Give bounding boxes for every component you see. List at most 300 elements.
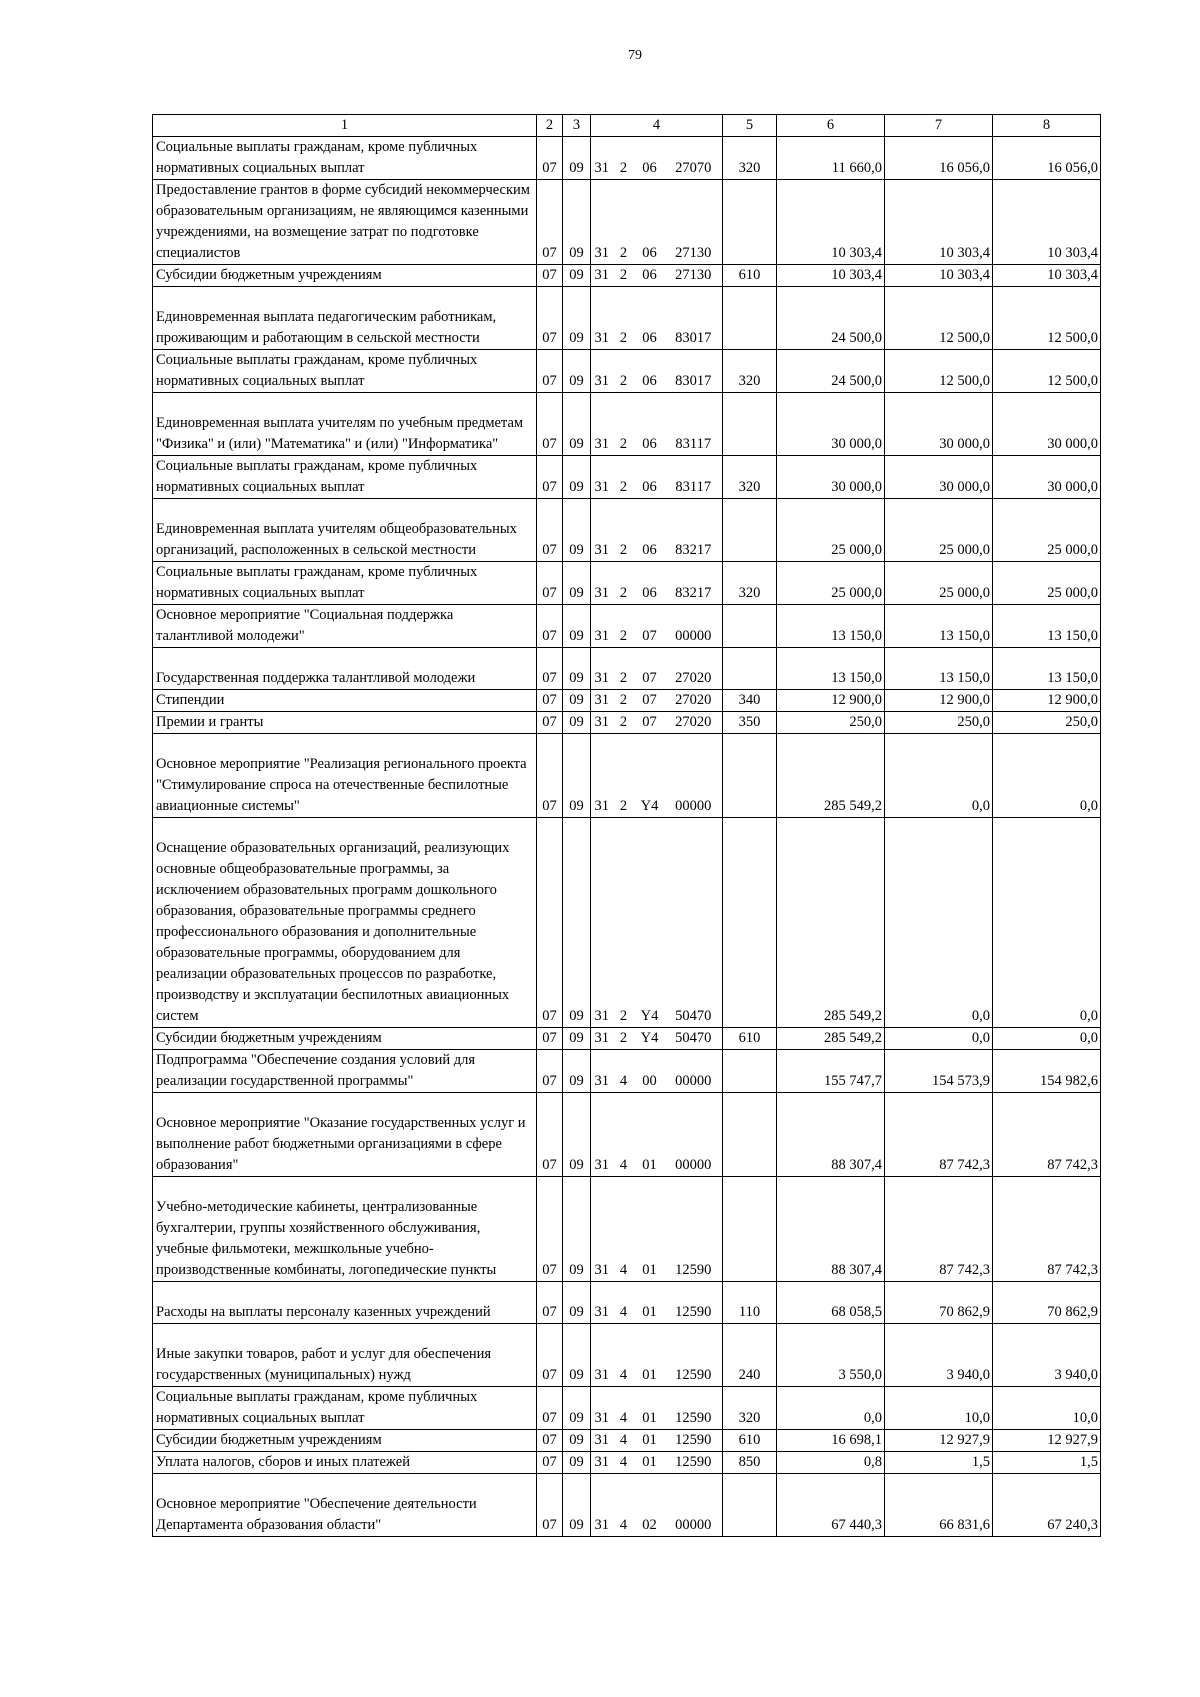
amount-col6: 0,8 — [777, 1452, 885, 1474]
table-row — [153, 1474, 1101, 1537]
table-row — [153, 1387, 1101, 1430]
section-code: 07 — [537, 1387, 563, 1430]
expense-type-code — [723, 605, 777, 648]
direction-code: 27130 — [665, 265, 723, 287]
expense-type-code: 240 — [723, 1324, 777, 1387]
header-cell: 5 — [723, 115, 777, 137]
amount-col6: 13 150,0 — [777, 605, 885, 648]
subprogram-code: 4 — [613, 1474, 635, 1537]
section-code: 07 — [537, 1177, 563, 1282]
direction-code: 27020 — [665, 648, 723, 690]
amount-col6: 30 000,0 — [777, 456, 885, 499]
amount-col8: 87 742,3 — [993, 1177, 1101, 1282]
subsection-code: 09 — [563, 648, 591, 690]
subprogram-code: 2 — [613, 456, 635, 499]
table-row — [153, 1093, 1101, 1177]
direction-code: 50470 — [665, 1028, 723, 1050]
section-code: 07 — [537, 499, 563, 562]
header-cell: 3 — [563, 115, 591, 137]
amount-col7: 25 000,0 — [885, 499, 993, 562]
subprogram-code: 2 — [613, 137, 635, 180]
expense-type-code: 350 — [723, 712, 777, 734]
subprogram-code: 2 — [613, 1028, 635, 1050]
program-code: 31 — [591, 1387, 613, 1430]
amount-col8: 10 303,4 — [993, 265, 1101, 287]
amount-col7: 0,0 — [885, 734, 993, 818]
subprogram-code: 2 — [613, 562, 635, 605]
direction-code: 12590 — [665, 1282, 723, 1324]
expense-type-code — [723, 1474, 777, 1537]
amount-col7: 3 940,0 — [885, 1324, 993, 1387]
table-row — [153, 1430, 1101, 1452]
subprogram-code: 2 — [613, 180, 635, 265]
amount-col6: 30 000,0 — [777, 393, 885, 456]
amount-col8: 10,0 — [993, 1387, 1101, 1430]
direction-code: 12590 — [665, 1324, 723, 1387]
amount-col7: 0,0 — [885, 1028, 993, 1050]
amount-col8: 12 900,0 — [993, 690, 1101, 712]
direction-code: 00000 — [665, 1050, 723, 1093]
activity-code: 06 — [635, 137, 665, 180]
row-name: Предоставление грантов в форме субсидий некоммерческим образовательным организациям, не являющимся казенными учреждениями, на возмещение затрат по подготовке специалистов — [153, 180, 537, 265]
amount-col6: 3 550,0 — [777, 1324, 885, 1387]
amount-col7: 16 056,0 — [885, 137, 993, 180]
table-row — [153, 393, 1101, 456]
direction-code: 27130 — [665, 180, 723, 265]
amount-col7: 10 303,4 — [885, 265, 993, 287]
subsection-code: 09 — [563, 562, 591, 605]
amount-col7: 12 500,0 — [885, 350, 993, 393]
subprogram-code: 2 — [613, 287, 635, 350]
expense-type-code — [723, 1050, 777, 1093]
amount-col7: 0,0 — [885, 818, 993, 1028]
activity-code: Y4 — [635, 734, 665, 818]
row-name: Основное мероприятие "Социальная поддержка талантливой молодежи" — [153, 605, 537, 648]
amount-col7: 87 742,3 — [885, 1177, 993, 1282]
direction-code: 12590 — [665, 1177, 723, 1282]
expense-type-code — [723, 1093, 777, 1177]
activity-code: 06 — [635, 393, 665, 456]
section-code: 07 — [537, 1452, 563, 1474]
amount-col7: 12 927,9 — [885, 1430, 993, 1452]
subprogram-code: 2 — [613, 818, 635, 1028]
amount-col6: 88 307,4 — [777, 1093, 885, 1177]
table-row — [153, 1452, 1101, 1474]
subprogram-code: 2 — [613, 605, 635, 648]
subsection-code: 09 — [563, 1050, 591, 1093]
table-row — [153, 456, 1101, 499]
expense-type-code — [723, 499, 777, 562]
section-code: 07 — [537, 605, 563, 648]
subsection-code: 09 — [563, 1387, 591, 1430]
activity-code: 06 — [635, 499, 665, 562]
amount-col8: 25 000,0 — [993, 562, 1101, 605]
subsection-code: 09 — [563, 1177, 591, 1282]
amount-col7: 1,5 — [885, 1452, 993, 1474]
subsection-code: 09 — [563, 456, 591, 499]
activity-code: 01 — [635, 1430, 665, 1452]
table-row — [153, 1028, 1101, 1050]
table-row — [153, 499, 1101, 562]
amount-col7: 87 742,3 — [885, 1093, 993, 1177]
activity-code: 06 — [635, 265, 665, 287]
row-name: Социальные выплаты гражданам, кроме публичных нормативных социальных выплат — [153, 456, 537, 499]
amount-col8: 250,0 — [993, 712, 1101, 734]
subsection-code: 09 — [563, 605, 591, 648]
activity-code: 06 — [635, 456, 665, 499]
amount-col6: 155 747,7 — [777, 1050, 885, 1093]
subsection-code: 09 — [563, 287, 591, 350]
direction-code: 12590 — [665, 1430, 723, 1452]
row-name: Социальные выплаты гражданам, кроме публичных нормативных социальных выплат — [153, 1387, 537, 1430]
section-code: 07 — [537, 712, 563, 734]
expense-type-code — [723, 180, 777, 265]
program-code: 31 — [591, 1282, 613, 1324]
amount-col8: 0,0 — [993, 818, 1101, 1028]
amount-col8: 1,5 — [993, 1452, 1101, 1474]
amount-col7: 25 000,0 — [885, 562, 993, 605]
amount-col7: 154 573,9 — [885, 1050, 993, 1093]
table-row — [153, 137, 1101, 180]
amount-col8: 25 000,0 — [993, 499, 1101, 562]
section-code: 07 — [537, 690, 563, 712]
activity-code: 01 — [635, 1387, 665, 1430]
section-code: 07 — [537, 818, 563, 1028]
direction-code: 00000 — [665, 605, 723, 648]
amount-col6: 24 500,0 — [777, 350, 885, 393]
expense-type-code: 610 — [723, 265, 777, 287]
expense-type-code: 850 — [723, 1452, 777, 1474]
amount-col7: 30 000,0 — [885, 393, 993, 456]
program-code: 31 — [591, 180, 613, 265]
table-row — [153, 605, 1101, 648]
expense-type-code — [723, 648, 777, 690]
header-cell: 4 — [591, 115, 723, 137]
row-name: Субсидии бюджетным учреждениям — [153, 1430, 537, 1452]
subsection-code: 09 — [563, 734, 591, 818]
amount-col8: 10 303,4 — [993, 180, 1101, 265]
row-name: Единовременная выплата педагогическим работникам, проживающим и работающим в сельской местности — [153, 287, 537, 350]
direction-code: 27020 — [665, 690, 723, 712]
subsection-code: 09 — [563, 712, 591, 734]
section-code: 07 — [537, 1282, 563, 1324]
direction-code: 27070 — [665, 137, 723, 180]
row-name: Подпрограмма "Обеспечение создания условий для реализации государственной программы" — [153, 1050, 537, 1093]
amount-col8: 67 240,3 — [993, 1474, 1101, 1537]
expense-type-code: 320 — [723, 1387, 777, 1430]
row-name: Социальные выплаты гражданам, кроме публичных нормативных социальных выплат — [153, 562, 537, 605]
row-name: Оснащение образовательных организаций, реализующих основные общеобразовательные программы, за исключением образовательных программ дошкольного образования, образовательные программы среднего профессионального образования и дополнительные образовательные программы, оборудованием для реализации образовательных процессов по разработке, производству и эксплуатации беспилотных авиационных систем — [153, 818, 537, 1028]
amount-col8: 154 982,6 — [993, 1050, 1101, 1093]
subprogram-code: 2 — [613, 734, 635, 818]
subprogram-code: 4 — [613, 1282, 635, 1324]
subsection-code: 09 — [563, 1452, 591, 1474]
direction-code: 83217 — [665, 499, 723, 562]
direction-code: 83117 — [665, 456, 723, 499]
section-code: 07 — [537, 648, 563, 690]
subsection-code: 09 — [563, 1474, 591, 1537]
amount-col7: 66 831,6 — [885, 1474, 993, 1537]
activity-code: 00 — [635, 1050, 665, 1093]
expense-type-code: 320 — [723, 137, 777, 180]
activity-code: Y4 — [635, 818, 665, 1028]
section-code: 07 — [537, 180, 563, 265]
amount-col7: 13 150,0 — [885, 648, 993, 690]
direction-code: 00000 — [665, 1093, 723, 1177]
amount-col8: 0,0 — [993, 734, 1101, 818]
activity-code: 07 — [635, 605, 665, 648]
program-code: 31 — [591, 1324, 613, 1387]
expense-type-code — [723, 287, 777, 350]
subsection-code: 09 — [563, 499, 591, 562]
direction-code: 83017 — [665, 287, 723, 350]
amount-col6: 24 500,0 — [777, 287, 885, 350]
amount-col8: 3 940,0 — [993, 1324, 1101, 1387]
direction-code: 27020 — [665, 712, 723, 734]
expense-type-code: 110 — [723, 1282, 777, 1324]
subprogram-code: 4 — [613, 1430, 635, 1452]
subprogram-code: 2 — [613, 712, 635, 734]
subprogram-code: 4 — [613, 1452, 635, 1474]
section-code: 07 — [537, 1324, 563, 1387]
subsection-code: 09 — [563, 818, 591, 1028]
table-row — [153, 1282, 1101, 1324]
activity-code: 06 — [635, 287, 665, 350]
program-code: 31 — [591, 1430, 613, 1452]
subprogram-code: 4 — [613, 1177, 635, 1282]
subsection-code: 09 — [563, 393, 591, 456]
amount-col6: 12 900,0 — [777, 690, 885, 712]
section-code: 07 — [537, 137, 563, 180]
expense-type-code — [723, 818, 777, 1028]
program-code: 31 — [591, 350, 613, 393]
amount-col7: 30 000,0 — [885, 456, 993, 499]
program-code: 31 — [591, 456, 613, 499]
subsection-code: 09 — [563, 1324, 591, 1387]
amount-col8: 12 500,0 — [993, 350, 1101, 393]
program-code: 31 — [591, 648, 613, 690]
amount-col6: 250,0 — [777, 712, 885, 734]
section-code: 07 — [537, 287, 563, 350]
row-name: Иные закупки товаров, работ и услуг для обеспечения государственных (муниципальных) нужд — [153, 1324, 537, 1387]
subsection-code: 09 — [563, 180, 591, 265]
amount-col6: 285 549,2 — [777, 818, 885, 1028]
header-cell: 2 — [537, 115, 563, 137]
table-row — [153, 712, 1101, 734]
activity-code: 01 — [635, 1324, 665, 1387]
activity-code: 01 — [635, 1282, 665, 1324]
direction-code: 83217 — [665, 562, 723, 605]
section-code: 07 — [537, 393, 563, 456]
activity-code: 06 — [635, 562, 665, 605]
section-code: 07 — [537, 1028, 563, 1050]
expense-type-code — [723, 734, 777, 818]
activity-code: 06 — [635, 350, 665, 393]
amount-col6: 285 549,2 — [777, 734, 885, 818]
subsection-code: 09 — [563, 350, 591, 393]
table-row — [153, 287, 1101, 350]
program-code: 31 — [591, 499, 613, 562]
row-name: Расходы на выплаты персоналу казенных учреждений — [153, 1282, 537, 1324]
row-name: Основное мероприятие "Оказание государственных услуг и выполнение работ бюджетными организациями в сфере образования" — [153, 1093, 537, 1177]
expense-type-code: 340 — [723, 690, 777, 712]
amount-col6: 0,0 — [777, 1387, 885, 1430]
activity-code: 07 — [635, 690, 665, 712]
amount-col8: 12 500,0 — [993, 287, 1101, 350]
program-code: 31 — [591, 1177, 613, 1282]
amount-col6: 11 660,0 — [777, 137, 885, 180]
expense-type-code: 610 — [723, 1028, 777, 1050]
program-code: 31 — [591, 562, 613, 605]
program-code: 31 — [591, 1093, 613, 1177]
row-name: Учебно-методические кабинеты, централизованные бухгалтерии, группы хозяйственного обслуживания, учебные фильмотеки, межшкольные учебно-производственные комбинаты, логопедические пункты — [153, 1177, 537, 1282]
activity-code: 07 — [635, 648, 665, 690]
amount-col6: 68 058,5 — [777, 1282, 885, 1324]
table-row — [153, 1324, 1101, 1387]
activity-code: Y4 — [635, 1028, 665, 1050]
subprogram-code: 2 — [613, 648, 635, 690]
subsection-code: 09 — [563, 690, 591, 712]
amount-col8: 16 056,0 — [993, 137, 1101, 180]
program-code: 31 — [591, 287, 613, 350]
header-row — [153, 115, 1101, 137]
expense-type-code: 320 — [723, 456, 777, 499]
section-code: 07 — [537, 1093, 563, 1177]
expense-type-code: 320 — [723, 350, 777, 393]
section-code: 07 — [537, 456, 563, 499]
header-cell: 7 — [885, 115, 993, 137]
subprogram-code: 2 — [613, 499, 635, 562]
amount-col6: 88 307,4 — [777, 1177, 885, 1282]
amount-col7: 10,0 — [885, 1387, 993, 1430]
subprogram-code: 4 — [613, 1387, 635, 1430]
row-name: Субсидии бюджетным учреждениям — [153, 1028, 537, 1050]
program-code: 31 — [591, 690, 613, 712]
section-code: 07 — [537, 1474, 563, 1537]
direction-code: 00000 — [665, 1474, 723, 1537]
section-code: 07 — [537, 1050, 563, 1093]
subsection-code: 09 — [563, 1430, 591, 1452]
amount-col6: 13 150,0 — [777, 648, 885, 690]
row-name: Основное мероприятие "Обеспечение деятельности Департамента образования области" — [153, 1474, 537, 1537]
amount-col8: 70 862,9 — [993, 1282, 1101, 1324]
row-name: Стипендии — [153, 690, 537, 712]
direction-code: 50470 — [665, 818, 723, 1028]
amount-col8: 30 000,0 — [993, 393, 1101, 456]
table-row — [153, 562, 1101, 605]
row-name: Премии и гранты — [153, 712, 537, 734]
program-code: 31 — [591, 734, 613, 818]
direction-code: 00000 — [665, 734, 723, 818]
amount-col6: 16 698,1 — [777, 1430, 885, 1452]
subsection-code: 09 — [563, 1282, 591, 1324]
amount-col8: 30 000,0 — [993, 456, 1101, 499]
section-code: 07 — [537, 734, 563, 818]
row-name: Субсидии бюджетным учреждениям — [153, 265, 537, 287]
row-name: Основное мероприятие "Реализация регионального проекта "Стимулирование спроса на отечественные беспилотные авиационные системы" — [153, 734, 537, 818]
direction-code: 83017 — [665, 350, 723, 393]
row-name: Уплата налогов, сборов и иных платежей — [153, 1452, 537, 1474]
amount-col8: 12 927,9 — [993, 1430, 1101, 1452]
page-number: 79 — [628, 48, 642, 63]
table-row — [153, 1177, 1101, 1282]
subprogram-code: 2 — [613, 690, 635, 712]
table-row — [153, 734, 1101, 818]
amount-col6: 10 303,4 — [777, 180, 885, 265]
program-code: 31 — [591, 712, 613, 734]
program-code: 31 — [591, 137, 613, 180]
amount-col6: 25 000,0 — [777, 499, 885, 562]
direction-code: 12590 — [665, 1387, 723, 1430]
table-row — [153, 1050, 1101, 1093]
section-code: 07 — [537, 562, 563, 605]
header-cell: 6 — [777, 115, 885, 137]
table-row — [153, 350, 1101, 393]
subsection-code: 09 — [563, 265, 591, 287]
subprogram-code: 2 — [613, 393, 635, 456]
program-code: 31 — [591, 605, 613, 648]
amount-col6: 67 440,3 — [777, 1474, 885, 1537]
table-row — [153, 648, 1101, 690]
budget-table — [152, 114, 1101, 1537]
program-code: 31 — [591, 1050, 613, 1093]
amount-col8: 87 742,3 — [993, 1093, 1101, 1177]
amount-col7: 70 862,9 — [885, 1282, 993, 1324]
direction-code: 83117 — [665, 393, 723, 456]
amount-col6: 10 303,4 — [777, 265, 885, 287]
table-row — [153, 690, 1101, 712]
amount-col7: 13 150,0 — [885, 605, 993, 648]
program-code: 31 — [591, 265, 613, 287]
subsection-code: 09 — [563, 137, 591, 180]
row-name: Социальные выплаты гражданам, кроме публичных нормативных социальных выплат — [153, 350, 537, 393]
row-name: Единовременная выплата учителям общеобразовательных организаций, расположенных в сельской местности — [153, 499, 537, 562]
section-code: 07 — [537, 1430, 563, 1452]
amount-col7: 12 500,0 — [885, 287, 993, 350]
activity-code: 06 — [635, 180, 665, 265]
row-name: Единовременная выплата учителям по учебным предметам "Физика" и (или) "Математика" и (или) "Информатика" — [153, 393, 537, 456]
amount-col7: 250,0 — [885, 712, 993, 734]
activity-code: 01 — [635, 1093, 665, 1177]
subprogram-code: 2 — [613, 350, 635, 393]
program-code: 31 — [591, 818, 613, 1028]
row-name: Социальные выплаты гражданам, кроме публичных нормативных социальных выплат — [153, 137, 537, 180]
subprogram-code: 2 — [613, 265, 635, 287]
expense-type-code: 610 — [723, 1430, 777, 1452]
subprogram-code: 4 — [613, 1050, 635, 1093]
subprogram-code: 4 — [613, 1324, 635, 1387]
amount-col8: 13 150,0 — [993, 605, 1101, 648]
program-code: 31 — [591, 393, 613, 456]
amount-col7: 10 303,4 — [885, 180, 993, 265]
program-code: 31 — [591, 1452, 613, 1474]
header-cell: 1 — [153, 115, 537, 137]
section-code: 07 — [537, 265, 563, 287]
amount-col8: 13 150,0 — [993, 648, 1101, 690]
expense-type-code: 320 — [723, 562, 777, 605]
activity-code: 07 — [635, 712, 665, 734]
program-code: 31 — [591, 1028, 613, 1050]
subprogram-code: 4 — [613, 1093, 635, 1177]
activity-code: 01 — [635, 1452, 665, 1474]
program-code: 31 — [591, 1474, 613, 1537]
subsection-code: 09 — [563, 1028, 591, 1050]
section-code: 07 — [537, 350, 563, 393]
amount-col7: 12 900,0 — [885, 690, 993, 712]
amount-col6: 285 549,2 — [777, 1028, 885, 1050]
table-row — [153, 818, 1101, 1028]
expense-type-code — [723, 393, 777, 456]
